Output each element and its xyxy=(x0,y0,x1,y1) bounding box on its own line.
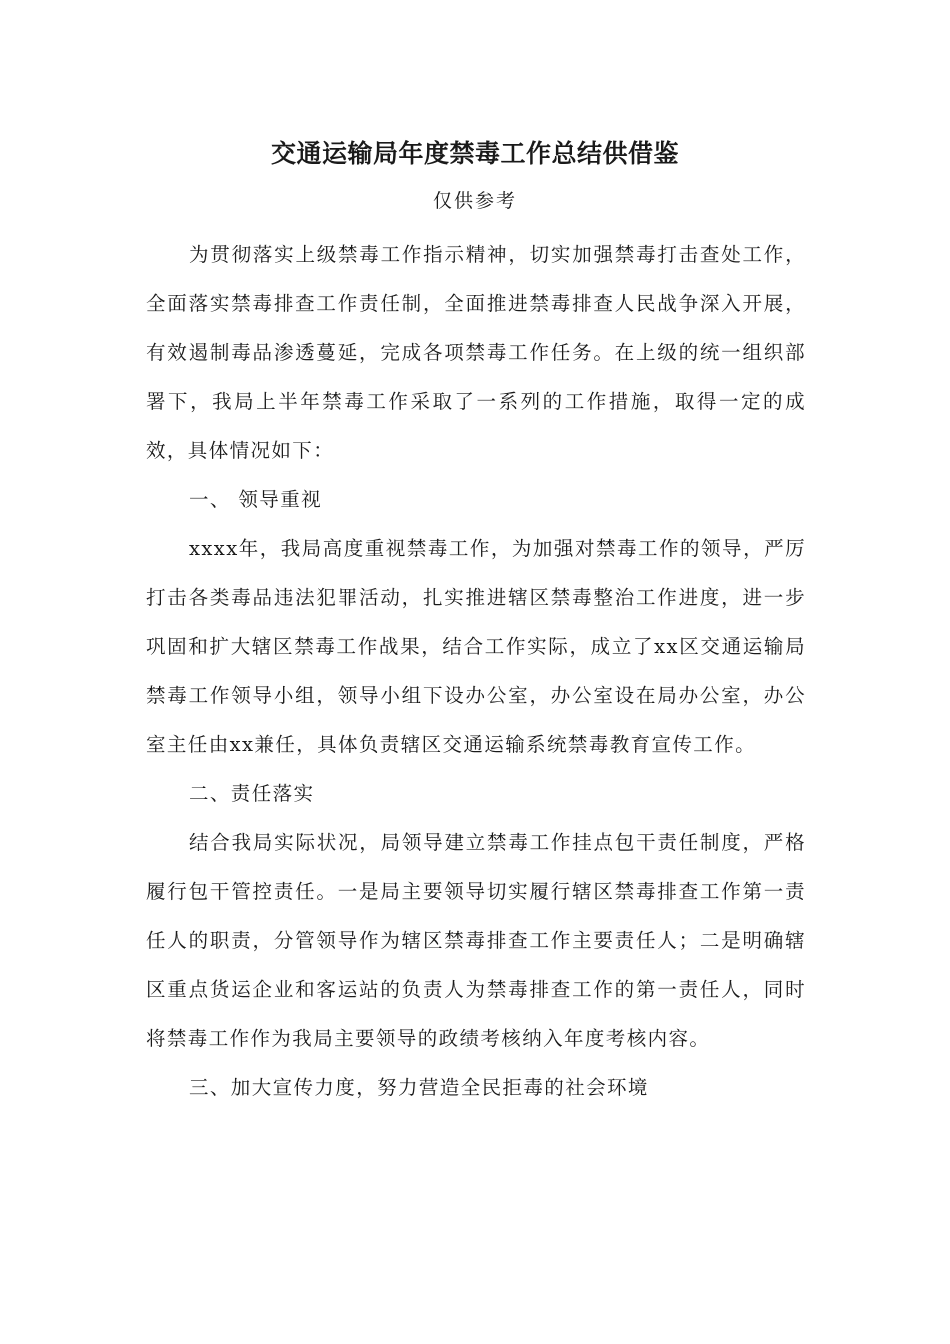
section-2-paragraph: 结合我局实际状况，局领导建立禁毒工作挂点包干责任制度，严格履行包干管控责任。一是局主要领导切实履行辖区禁毒排查工作第一责任人的职责，分管领导作为辖区禁毒排查工作主要责任人；二是明确辖区重点货运企业和客运站的负责人为禁毒排查工作的第一责任人，同时将禁毒工作作为我局主要领导的政绩考核纳入年度考核内容。 xyxy=(146,831,806,1050)
intro-paragraph: 为贯彻落实上级禁毒工作指示精神，切实加强禁毒打击查处工作，全面落实禁毒排查工作责任制，全面推进禁毒排查人民战争深入开展，有效遏制毒品渗透蔓延，完成各项禁毒工作任务。在上级的统一组织部署下，我局上半年禁毒工作采取了一系列的工作措施，取得一定的成效，具体情况如下： xyxy=(146,243,806,462)
section-heading-1: 一、 领导重视 xyxy=(189,488,322,511)
section-1-paragraph: xxxx年，我局高度重视禁毒工作，为加强对禁毒工作的领导，严厉打击各类毒品违法犯罪活动，扎实推进辖区禁毒整治工作进度，进一步巩固和扩大辖区禁毒工作战果，结合工作实际，成立了xx区交通运输局禁毒工作领导小组，领导小组下设办公室，办公室设在局办公室，办公室主任由xx兼任，具体负责辖区交通运输系统禁毒教育宣传工作。 xyxy=(146,537,806,756)
document-body xyxy=(146,230,806,1112)
section-heading-2: 二、责任落实 xyxy=(189,782,315,805)
document-title: 交通运输局年度禁毒工作总结供借鉴 xyxy=(270,139,679,168)
section-heading-3: 三、加大宣传力度，努力营造全民拒毒的社会环境 xyxy=(189,1076,649,1099)
document-subtitle: 仅供参考 xyxy=(432,190,517,212)
